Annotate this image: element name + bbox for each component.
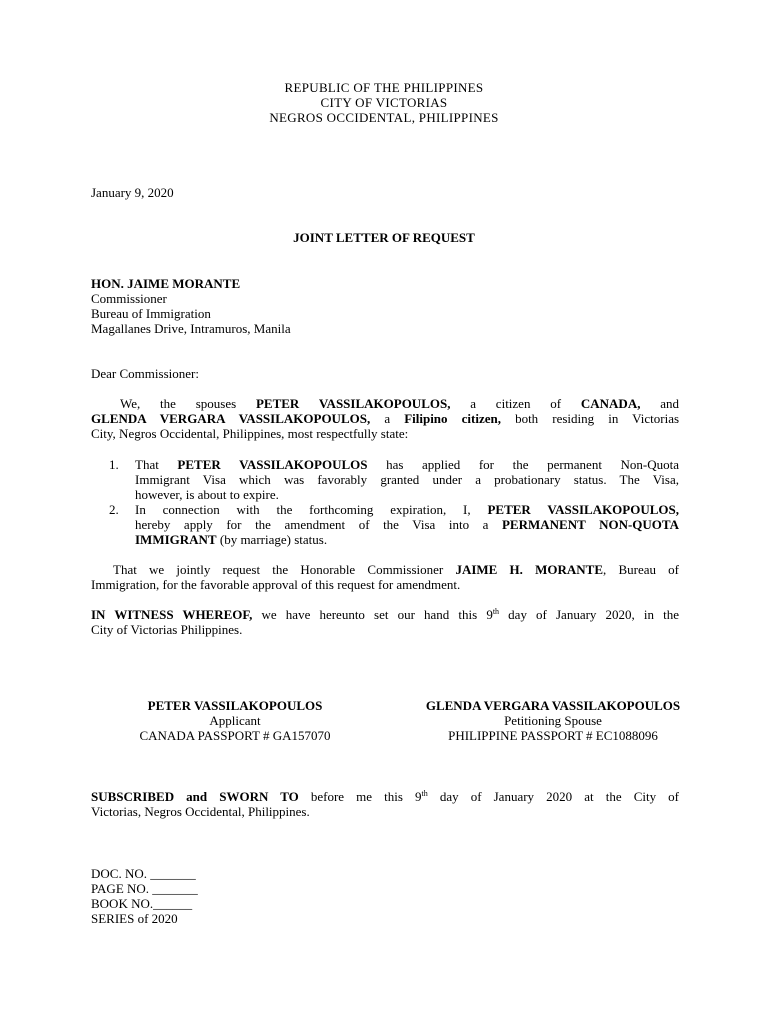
jurat-paragraph: SUBSCRIBED and SWORN TO before me this 9th day of January 2020 at the City of Victorias, Negros Occidental, Philippines. xyxy=(91,789,680,819)
addressee-block xyxy=(91,276,291,336)
doc-number: DOC. NO. _______ xyxy=(91,866,196,881)
intro-line-1: We, the spouses PETER VASSILAKOPOULOS, a citizen of CANADA, and xyxy=(120,396,680,411)
addressee-name: HON. JAIME MORANTE xyxy=(91,276,241,291)
signatory-passport: PHILIPPINE PASSPORT # EC1088096 xyxy=(448,728,658,743)
signature-block-applicant xyxy=(90,698,380,743)
list-item-number: 1. xyxy=(109,457,119,472)
salutation: Dear Commissioner: xyxy=(91,366,199,381)
signature-block-spouse xyxy=(398,698,708,743)
letter-date: January 9, 2020 xyxy=(91,185,174,200)
signatory-passport: CANADA PASSPORT # GA157070 xyxy=(139,728,331,743)
signatory-name: PETER VASSILAKOPOULOS xyxy=(147,698,323,713)
letter-title: JOINT LETTER OF REQUEST xyxy=(293,230,475,245)
request-paragraph: That we jointly request the Honorable Commissioner JAIME H. MORANTE, Bureau of Immigration, for the favorable approval of this request for amendment. xyxy=(91,562,680,592)
witness-paragraph: IN WITNESS WHEREOF, we have hereunto set our hand this 9th day of January 2020, in the City of Victorias Philippines. xyxy=(91,607,679,637)
intro-paragraph xyxy=(91,396,679,441)
document-header xyxy=(0,80,768,125)
book-number: BOOK NO.______ xyxy=(91,896,193,911)
list-item-number: 2. xyxy=(109,502,119,517)
series-year: SERIES of 2020 xyxy=(91,911,178,926)
list-item: 2. In connection with the forthcoming expiration, I, PETER VASSILAKOPOULOS, hereby apply for the amendment of the Visa into a PERMANENT NON-QUOTA IMMIGRANT (by marriage) status. xyxy=(109,502,680,547)
header-line-city: CITY OF VICTORIAS xyxy=(320,95,448,110)
signatory-role: Petitioning Spouse xyxy=(504,713,602,728)
addressee-office: Bureau of Immigration xyxy=(91,306,211,321)
notarial-register xyxy=(91,866,198,926)
header-line-province: NEGROS OCCIDENTAL, PHILIPPINES xyxy=(269,110,499,125)
page-number: PAGE NO. _______ xyxy=(91,881,198,896)
signatory-role: Applicant xyxy=(209,713,261,728)
list-item: 1. That PETER VASSILAKOPOULOS has applied for the permanent Non-Quota Immigrant Visa which was favorably granted under a probationary status. The Visa, however, is about to expire. xyxy=(109,457,680,502)
signatory-name: GLENDA VERGARA VASSILAKOPOULOS xyxy=(425,698,681,713)
addressee-position: Commissioner xyxy=(91,291,167,306)
intro-line-2: GLENDA VERGARA VASSILAKOPOULOS, a Filipino citizen, both residing in Victorias xyxy=(91,411,680,426)
addressee-address: Magallanes Drive, Intramuros, Manila xyxy=(91,321,291,336)
header-line-republic: REPUBLIC OF THE PHILIPPINES xyxy=(284,80,484,95)
intro-line-3: City, Negros Occidental, Philippines, most respectfully state: xyxy=(91,426,409,441)
